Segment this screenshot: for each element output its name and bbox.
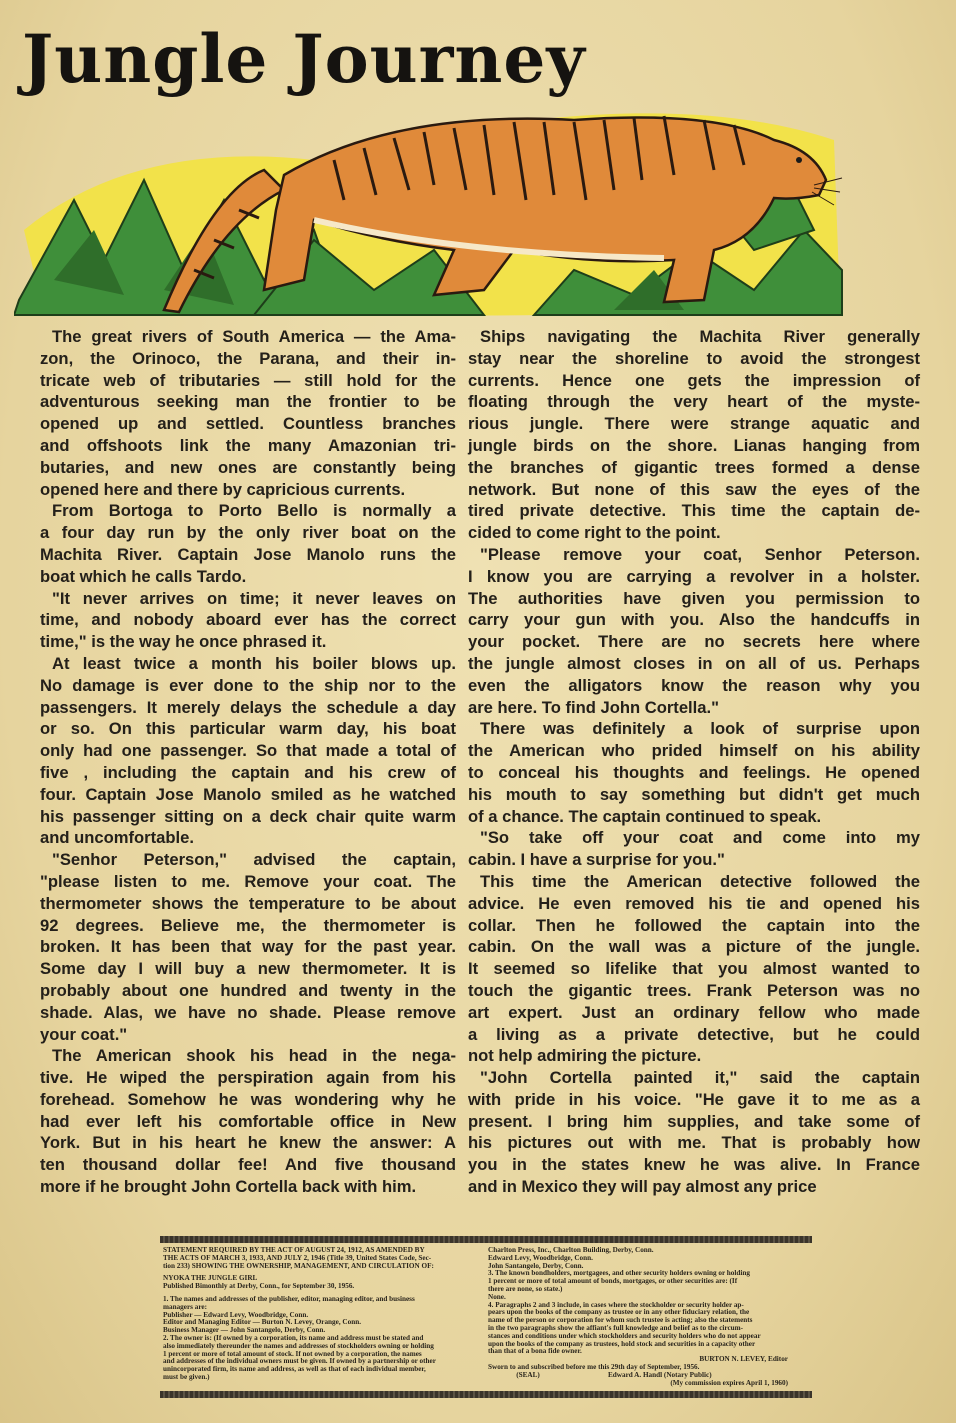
text-line: "It never arrives on time; it never leaves on bbox=[52, 588, 456, 608]
text-line: are here. To find John Cortella." bbox=[468, 697, 719, 717]
paragraph bbox=[40, 1045, 456, 1198]
text-line: cided to come right to the point. bbox=[468, 523, 721, 543]
statement-line: also immediately thereunder the names and addresses of stockholders owning or holding bbox=[163, 1341, 434, 1350]
statement-line: 1. The names and addresses of the publisher, editor, managing editor, and business bbox=[163, 1294, 415, 1303]
text-line: advice. He even removed his tie and opened his bbox=[468, 893, 920, 913]
statement-line: STATEMENT REQUIRED BY THE ACT OF AUGUST 24, 1912, AS AMENDED BY bbox=[163, 1246, 425, 1254]
text-line: collar. Then he followed the captain into the bbox=[468, 915, 920, 935]
paragraph bbox=[468, 544, 920, 718]
statement-line: in the two paragraphs show the affiant's full knowledge and belief as to the circum- bbox=[488, 1323, 744, 1332]
paragraph bbox=[40, 588, 456, 653]
text-line: his mouth to say something but didn't get much bbox=[468, 784, 920, 804]
text-line: cabin. On the wall was a picture of the jungle. bbox=[468, 937, 920, 957]
statement-line: Publisher — Edward Levy, Woodbridge, Conn. bbox=[163, 1310, 309, 1319]
text-line: more if he brought John Cortella back with him. bbox=[40, 1177, 417, 1197]
statement-line: Business Manager — John Santangelo, Derby, Conn. bbox=[163, 1326, 326, 1335]
text-line: not help admiring the picture. bbox=[468, 1046, 702, 1066]
text-line: time," is the way he once phrased it. bbox=[40, 632, 327, 652]
statement-line: than that of a bona fide owner. bbox=[488, 1347, 582, 1356]
text-line: forehead. Somehow he was wondering why he bbox=[40, 1089, 456, 1109]
text-line: currents. Hence one gets the impression of bbox=[468, 370, 920, 390]
sworn-line: Sworn to and subscribed before me this 29th day of September, 1956. bbox=[488, 1362, 700, 1371]
statement-line: and addresses of the individual owners must be given. If owned by a partnership or other bbox=[163, 1357, 436, 1366]
text-line: Ships navigating the Machita River generally bbox=[480, 327, 920, 346]
ownership-statement bbox=[160, 1236, 812, 1398]
text-line: tired private detective. This time the captain de- bbox=[468, 501, 920, 521]
text-line: York. But in his heart he knew the answer: A bbox=[40, 1133, 456, 1153]
paragraph bbox=[468, 718, 920, 827]
text-line: jungle birds on the shore. Lianas hanging from bbox=[468, 435, 920, 455]
text-line: and uncomfortable. bbox=[40, 828, 194, 848]
seal-label: (SEAL) bbox=[516, 1370, 540, 1379]
text-line: thermometer shows the temperature to be about bbox=[40, 893, 456, 913]
text-line: probably about one hundred and twenty in the bbox=[40, 980, 456, 1000]
text-line: four. Captain Jose Manolo smiled as he watched bbox=[40, 784, 456, 804]
statement-line: Charlton Press, Inc., Charlton Building, Derby, Conn. bbox=[488, 1246, 654, 1254]
text-line: five , including the captain and his crew of bbox=[40, 762, 456, 782]
text-line: tricate web of tributaries — still hold for the bbox=[40, 370, 456, 390]
text-line: 92 degrees. Believe me, the thermometer is bbox=[40, 915, 456, 935]
text-line: with pride in his voice. "He gave it to me as a bbox=[468, 1089, 920, 1109]
text-line: Machita River. Captain Jose Manolo runs the bbox=[40, 544, 456, 564]
statement-line: managers are: bbox=[163, 1302, 207, 1311]
statement-left-column bbox=[163, 1247, 475, 1382]
text-line: rious jungle. There were strange aquatic and bbox=[468, 414, 920, 434]
commission-line: (My commission expires April 1, 1960) bbox=[670, 1378, 788, 1387]
text-line: your coat." bbox=[40, 1024, 128, 1044]
text-line: opened here and there by capricious currents. bbox=[40, 479, 406, 499]
text-line: time, and nobody aboard ever has the correct bbox=[40, 610, 456, 630]
story-title: Jungle Journey bbox=[22, 20, 586, 98]
text-line: passengers. It merely delays the schedule a day bbox=[40, 697, 456, 717]
text-line: I know you are carrying a revolver in a holster. bbox=[468, 566, 920, 586]
statement-line: name of the person or corporation for whom such trustee is acting; also the statements bbox=[488, 1316, 753, 1325]
statement-line: 1 percent or more of total amount of stock. If not owned by a corporation, the names bbox=[163, 1349, 422, 1358]
text-line: stay near the shoreline to avoid the strongest bbox=[468, 348, 920, 368]
text-line: The American shook his head in the nega- bbox=[52, 1046, 456, 1066]
text-line: tive. He wiped the perspiration again from his bbox=[40, 1068, 456, 1088]
text-line: the American who prided himself on his ability bbox=[468, 741, 920, 761]
statement-line: THE ACTS OF MARCH 3, 1933, AND JULY 2, 1946 (Title 39, United States Code, Sec- bbox=[163, 1253, 432, 1262]
statement-line: unincorporated firm, its name and address, as well as that of each individual member, bbox=[163, 1365, 426, 1374]
text-line: network. But none of this saw the eyes of the bbox=[468, 479, 920, 499]
text-line: "John Cortella painted it," said the captain bbox=[480, 1068, 920, 1088]
text-line: The great rivers of South America — the Ama- bbox=[52, 327, 456, 346]
paragraph bbox=[468, 1067, 920, 1198]
paragraph bbox=[40, 500, 456, 587]
text-line: opened up and settled. Countless branches bbox=[40, 414, 456, 434]
text-line: shade. Alas, we have no shade. Please remove bbox=[40, 1002, 456, 1022]
statement-line: 4. Paragraphs 2 and 3 include, in cases where the stockholder or security holder ap- bbox=[488, 1300, 744, 1309]
text-line: carry your gun with you. Also the handcuffs in bbox=[468, 610, 920, 630]
paragraph bbox=[40, 653, 456, 849]
text-line: floating through the very heart of the myste- bbox=[468, 392, 920, 412]
text-line: "Senhor Peterson," advised the captain, bbox=[52, 850, 456, 870]
statement-line: 2. The owner is: (If owned by a corporation, its name and address must be stated and bbox=[163, 1333, 424, 1342]
text-line: to conceal his thoughts and feelings. He opened bbox=[468, 762, 920, 782]
statement-line: John Santangelo, Derby, Conn. bbox=[488, 1261, 584, 1270]
text-line: present. I bring him supplies, and take some of bbox=[468, 1111, 920, 1131]
paragraph bbox=[40, 326, 456, 500]
text-line: boat which he calls Tardo. bbox=[40, 566, 247, 586]
statement-line: Published Bimonthly at Derby, Conn., for September 30, 1956. bbox=[163, 1282, 355, 1291]
text-line: art expert. Just an ordinary fellow who made bbox=[468, 1002, 920, 1022]
right-text-column bbox=[468, 326, 920, 1198]
statement-line: Editor and Managing Editor — Burton N. Levey, Orange, Conn. bbox=[163, 1318, 362, 1327]
text-line: or so. On this particular warm day, his boat bbox=[40, 719, 456, 739]
statement-line: there are none, so state.) bbox=[488, 1284, 563, 1293]
text-line: a four day run by the only river boat on the bbox=[40, 523, 456, 543]
notary-name: Edward A. Handl (Notary Public) bbox=[608, 1370, 712, 1379]
text-line: No damage is ever done to the ship nor to the bbox=[40, 675, 456, 695]
paragraph bbox=[468, 827, 920, 871]
statement-line: Edward Levy, Woodbridge, Conn. bbox=[488, 1253, 593, 1262]
text-line: a living as a private detective, but he could bbox=[468, 1024, 920, 1044]
left-text-column bbox=[40, 326, 456, 1198]
text-line: his pictures out with me. That is probably how bbox=[468, 1133, 920, 1153]
statement-line: None. bbox=[488, 1292, 506, 1301]
text-line: your pocket. There are no secrets here where bbox=[468, 632, 920, 652]
text-line: ten thousand dollar fee! And five thousand bbox=[40, 1155, 456, 1175]
text-line: had ever left his comfortable office in New bbox=[40, 1111, 456, 1131]
statement-line: upon the books of the company as trustees, hold stock and securities in a capacity other bbox=[488, 1339, 756, 1348]
text-line: The authorities have given you permission to bbox=[468, 588, 920, 608]
text-line: "So take off your coat and come into my bbox=[480, 828, 920, 848]
text-line: the branches of gigantic trees formed a dense bbox=[468, 457, 920, 477]
text-line: At least twice a month his boiler blows up. bbox=[52, 653, 456, 673]
text-line: Some day I will buy a new thermometer. It is bbox=[40, 959, 456, 979]
statement-line: 1 percent or more of total amount of bonds, mortgages, or other securities are: (If bbox=[488, 1277, 738, 1286]
text-line: of a chance. The captain continued to speak. bbox=[468, 806, 822, 826]
text-line: and offshoots link the many Amazonian tri- bbox=[40, 435, 456, 455]
statement-line: stances and conditions under which stockholders and security holders who do not appear bbox=[488, 1331, 761, 1340]
statement-line: tion 233) SHOWING THE OWNERSHIP, MANAGEMENT, AND CIRCULATION OF: bbox=[163, 1261, 434, 1270]
text-line: There was definitely a look of surprise upon bbox=[480, 719, 920, 739]
tiger-eye bbox=[796, 157, 802, 163]
statement-right-column bbox=[488, 1247, 808, 1387]
text-line: butaries, and new ones are constantly being bbox=[40, 457, 456, 477]
text-line: only had one passenger. So that made a total of bbox=[40, 741, 456, 761]
tiger-illustration bbox=[14, 80, 844, 325]
statement-line: must be given.) bbox=[163, 1372, 210, 1381]
statement-line: pears upon the books of the company as trustee or in any other fiduciary relation, the bbox=[488, 1308, 750, 1317]
text-line: and in Mexico they will pay almost any price bbox=[468, 1177, 817, 1197]
paragraph bbox=[40, 849, 456, 1045]
text-line: From Bortoga to Porto Bello is normally a bbox=[52, 501, 456, 521]
text-line: adventurous seeking man the frontier to be bbox=[40, 392, 456, 412]
text-line: you in the states knew he was alive. In France bbox=[468, 1155, 920, 1175]
editor-signature: BURTON N. LEVEY, Editor bbox=[699, 1355, 788, 1364]
text-line: It seemed so lifelike that you almost wanted to bbox=[468, 959, 920, 979]
text-line: This time the American detective followed the bbox=[480, 871, 920, 891]
text-line: cabin. I have a surprise for you." bbox=[468, 850, 725, 870]
statement-line: NYOKA THE JUNGLE GIRL bbox=[163, 1274, 258, 1283]
statement-bottom-rule bbox=[160, 1391, 812, 1398]
text-line: broken. It has been that way for the past year. bbox=[40, 937, 456, 957]
statement-top-rule bbox=[160, 1236, 812, 1243]
text-line: even the alligators know the reason why you bbox=[468, 675, 920, 695]
text-line: the jungle almost closes in on all of us. Perhaps bbox=[468, 653, 920, 673]
text-line: zon, the Orinoco, the Parana, and their in- bbox=[40, 348, 456, 368]
text-line: "Please remove your coat, Senhor Peterson. bbox=[480, 544, 920, 564]
paragraph bbox=[468, 326, 920, 544]
text-line: touch the gigantic trees. Frank Peterson was no bbox=[468, 980, 920, 1000]
text-line: "please listen to me. Remove your coat. The bbox=[40, 871, 456, 891]
text-line: his passenger sitting on a deck chair quite warm bbox=[40, 806, 456, 826]
paragraph bbox=[468, 871, 920, 1067]
statement-line: 3. The known bondholders, mortgagees, and other security holders owning or holding bbox=[488, 1269, 750, 1278]
